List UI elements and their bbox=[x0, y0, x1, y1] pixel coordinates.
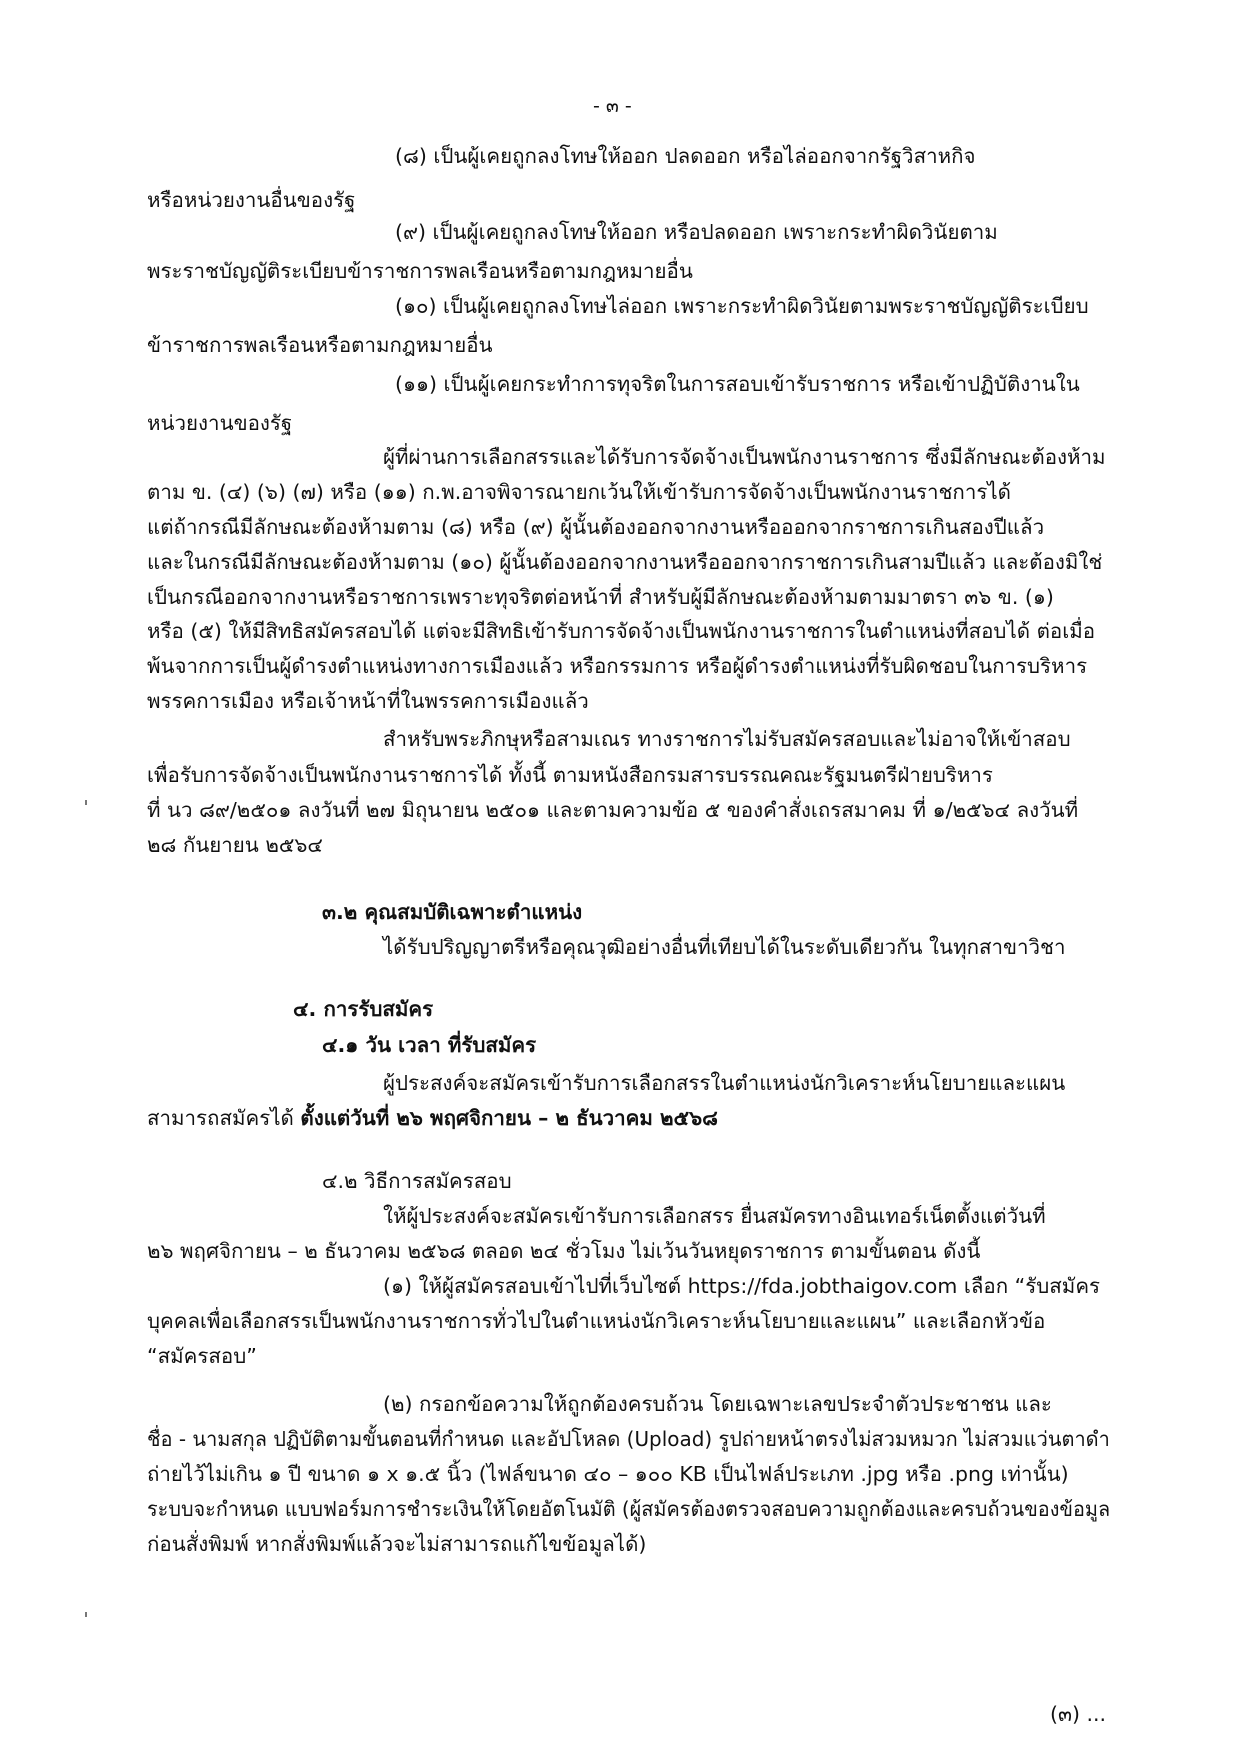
text-line: หรือ (๕) ให้มีสิทธิสมัครสอบได้ แต่จะมีสิทธิเข้ารับการจัดจ้างเป็นพนักงานราชการในตำแหน่งที่สอบได้ ต่อเมื่อ bbox=[147, 619, 1096, 643]
text-line: เป็นกรณีออกจากงานหรือราชการเพราะทุจริตต่อหน้าที่ สำหรับผู้มีลักษณะต้องห้ามตามมาตรา ๓๖ ข. (๑) bbox=[147, 585, 1054, 609]
text-line: ที่ นว ๘๙/๒๕๐๑ ลงวันที่ ๒๗ มิถุนายน ๒๕๐๑ และตามความข้อ ๕ ของคำสั่งเถรสมาคม ที่ ๑/๒๕๖๔ ลงวันที่ bbox=[147, 798, 1079, 822]
text-line: พ้นจากการเป็นผู้ดำรงตำแหน่งทางการเมืองแล้ว หรือกรรมการ หรือผู้ดำรงตำแหน่งที่รับผิดชอบในการบริหาร bbox=[147, 654, 1088, 678]
text-line: ๒๖ พฤศจิกายน – ๒ ธันวาคม ๒๕๖๘ ตลอด ๒๔ ชั่วโมง ไม่เว้นวันหยุดราชการ ตามขั้นตอน ดังนี้ bbox=[147, 1239, 981, 1263]
text-line: ผู้ที่ผ่านการเลือกสรรและได้รับการจัดจ้างเป็นพนักงานราชการ ซึ่งมีลักษณะต้องห้าม bbox=[383, 445, 1106, 469]
text-line: ข้าราชการพลเรือนหรือตามกฎหมายอื่น bbox=[147, 333, 493, 357]
section-heading: ๔.๑ วัน เวลา ที่รับสมัคร bbox=[322, 1033, 537, 1057]
text-line: (๙) เป็นผู้เคยถูกลงโทษให้ออก หรือปลดออก เพราะกระทำผิดวินัยตาม bbox=[395, 220, 998, 244]
text-line: ระบบจะกำหนด แบบฟอร์มการชำระเงินให้โดยอัตโนมัติ (ผู้สมัครต้องตรวจสอบความถูกต้องและครบถ้วนของข้อมูล bbox=[147, 1497, 1111, 1521]
section-heading: ๔.๒ วิธีการสมัครสอบ bbox=[322, 1169, 512, 1193]
section-heading: ๔. การรับสมัคร bbox=[293, 997, 434, 1021]
text-line: และในกรณีมีลักษณะต้องห้ามตาม (๑๐) ผู้นั้นต้องออกจากงานหรือออกจากราชการเกินสามปีแล้ว และต้องมิใช่ bbox=[147, 550, 1103, 574]
text-line: ได้รับปริญญาตรีหรือคุณวุฒิอย่างอื่นที่เทียบได้ในระดับเดียวกัน ในทุกสาขาวิชา bbox=[383, 935, 1066, 959]
continuation-marker: (๓) ... bbox=[1050, 1702, 1107, 1726]
text-line bbox=[147, 1104, 718, 1132]
text-line: ก่อนสั่งพิมพ์ หากสั่งพิมพ์แล้วจะไม่สามารถแก้ไขข้อมูลได้) bbox=[147, 1532, 647, 1556]
text-line: ตาม ข. (๔) (๖) (๗) หรือ (๑๑) ก.พ.อาจพิจารณายกเว้นให้เข้ารับการจัดจ้างเป็นพนักงานราชการได้ bbox=[147, 480, 1011, 504]
text-line: สำหรับพระภิกษุหรือสามเณร ทางราชการไม่รับสมัครสอบและไม่อาจให้เข้าสอบ bbox=[383, 727, 1071, 751]
text-line: แต่ถ้ากรณีมีลักษณะต้องห้ามตาม (๘) หรือ (๙) ผู้นั้นต้องออกจากงานหรือออกจากราชการเกินสองปีแล้ว bbox=[147, 515, 1045, 539]
text-line: (๒) กรอกข้อความให้ถูกต้องครบถ้วน โดยเฉพาะเลขประจำตัวประชาชน และ bbox=[383, 1392, 1052, 1416]
text-span: สามารถสมัครได้ bbox=[147, 1106, 301, 1130]
scan-mark bbox=[85, 800, 87, 805]
text-line: หน่วยงานของรัฐ bbox=[147, 411, 293, 435]
text-line: (๑๐) เป็นผู้เคยถูกลงโทษไล่ออก เพราะกระทำผิดวินัยตามพระราชบัญญัติระเบียบ bbox=[395, 294, 1089, 318]
text-line: ถ่ายไว้ไม่เกิน ๑ ปี ขนาด ๑ x ๑.๕ นิ้ว (ไฟล์ขนาด ๔๐ – ๑๐๐ KB เป็นไฟล์ประเภท .jpg หรือ .png เท่านั้น) bbox=[147, 1462, 1069, 1486]
text-line: ให้ผู้ประสงค์จะสมัครเข้ารับการเลือกสรร ยื่นสมัครทางอินเทอร์เน็ตตั้งแต่วันที่ bbox=[383, 1204, 1046, 1228]
text-line: ผู้ประสงค์จะสมัครเข้ารับการเลือกสรรในตำแหน่งนักวิเคราะห์นโยบายและแผน bbox=[383, 1071, 1066, 1095]
scan-mark bbox=[85, 1612, 87, 1617]
text-line: ชื่อ - นามสกุล ปฏิบัติตามขั้นตอนที่กำหนด และอัปโหลด (Upload) รูปถ่ายหน้าตรงไม่สวมหมวก ไม่สวมแว่นตาดำ bbox=[147, 1427, 1110, 1451]
page-number: - ๓ - bbox=[593, 95, 632, 117]
text-line: ๒๘ กันยายน ๒๕๖๔ bbox=[147, 833, 323, 857]
section-heading: ๓.๒ คุณสมบัติเฉพาะตำแหน่ง bbox=[322, 900, 583, 924]
text-line: “สมัครสอบ” bbox=[147, 1344, 257, 1368]
text-line: (๑) ให้ผู้สมัครสอบเข้าไปที่เว็บไซต์ https://fda.jobthaigov.com เลือก “รับสมัคร bbox=[383, 1274, 1101, 1298]
text-line: พระราชบัญญัติระเบียบข้าราชการพลเรือนหรือตามกฎหมายอื่น bbox=[147, 259, 693, 283]
text-line: พรรคการเมือง หรือเจ้าหน้าที่ในพรรคการเมืองแล้ว bbox=[147, 689, 589, 713]
text-line: (๘) เป็นผู้เคยถูกลงโทษให้ออก ปลดออก หรือไล่ออกจากรัฐวิสาหกิจ bbox=[395, 144, 976, 168]
text-line: (๑๑) เป็นผู้เคยกระทำการทุจริตในการสอบเข้ารับราชการ หรือเข้าปฏิบัติงานใน bbox=[395, 372, 1080, 396]
application-period: ตั้งแต่วันที่ ๒๖ พฤศจิกายน – ๒ ธันวาคม ๒๕๖๘ bbox=[300, 1106, 718, 1130]
text-line: เพื่อรับการจัดจ้างเป็นพนักงานราชการได้ ทั้งนี้ ตามหนังสือกรมสารบรรณคณะรัฐมนตรีฝ่ายบริหาร bbox=[147, 763, 993, 787]
text-line: หรือหน่วยงานอื่นของรัฐ bbox=[147, 188, 356, 212]
text-line: บุคคลเพื่อเลือกสรรเป็นพนักงานราชการทั่วไปในตำแหน่งนักวิเคราะห์นโยบายและแผน” และเลือกหัวข้อ bbox=[147, 1309, 1046, 1333]
